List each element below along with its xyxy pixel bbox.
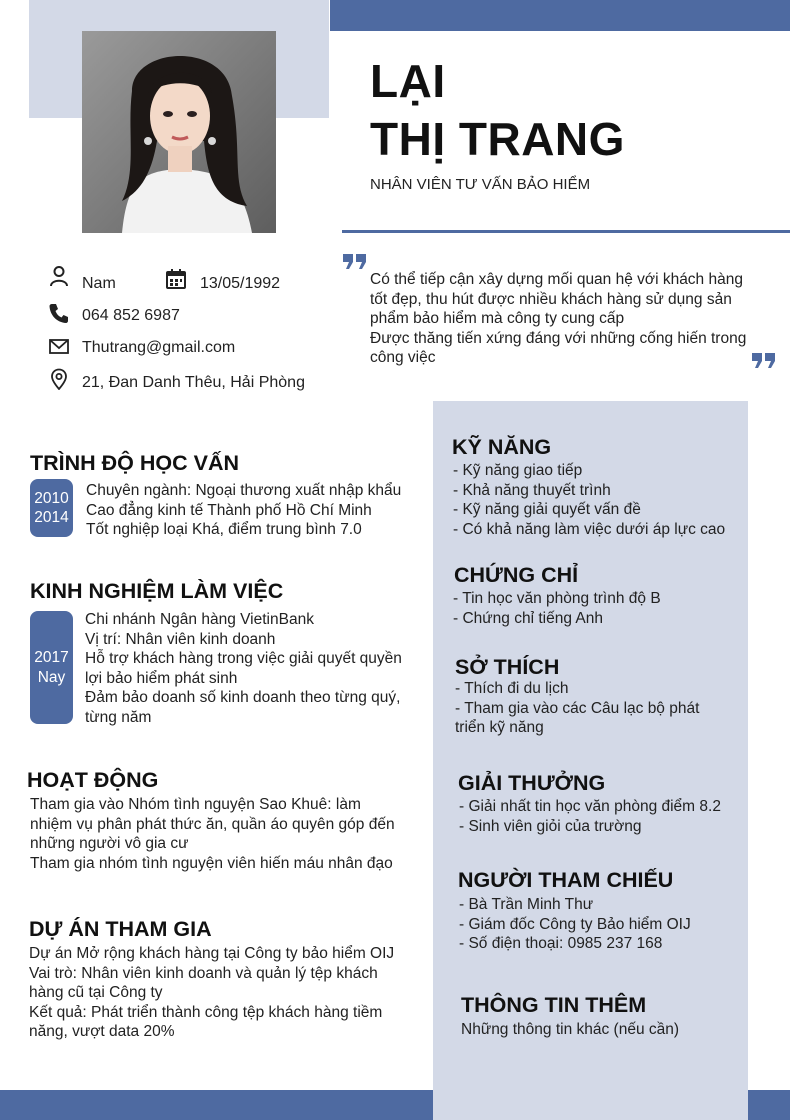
activities-details: [30, 795, 395, 873]
certificates-item: - Tin học văn phòng trình độ B: [453, 590, 661, 607]
awards-item: - Sinh viên giỏi của trường: [459, 817, 642, 835]
education-year-start: 2010: [34, 489, 69, 507]
experience-heading: KINH NGHIỆM LÀM VIỆC: [30, 579, 284, 603]
experience-line: lợi bảo hiểm phát sinh: [85, 669, 238, 687]
projects-line: Vai trò: Nhân viên kinh doanh và quản lý tệp khách: [29, 964, 378, 982]
certificates-list: [453, 589, 661, 628]
references-list: [459, 895, 691, 954]
quote-open-icon: [342, 252, 368, 272]
skills-item: - Kỹ năng giao tiếp: [453, 462, 583, 479]
certificates-heading: CHỨNG CHỈ: [454, 563, 579, 587]
extra-info-details: [461, 1020, 679, 1040]
top-accent-bar: [330, 0, 790, 31]
header-divider: [342, 230, 790, 233]
objective-line: Có thể tiếp cận xây dựng mối quan hệ với khách hàng: [370, 271, 743, 288]
projects-line: Dự án Mở rộng khách hàng tại Công ty bảo hiểm OIJ: [29, 945, 395, 962]
references-item: - Số điện thoại: 0985 237 168: [459, 935, 663, 952]
name-line-2: THỊ TRANG: [370, 113, 625, 165]
objective-line: tốt đẹp, thu hút được nhiều khách hàng sử dụng sản: [370, 290, 732, 308]
quote-close-icon: [751, 351, 777, 371]
references-item: - Bà Trần Minh Thư: [459, 896, 594, 913]
activities-line: nhiệm vụ phân phát thức ăn, quần áo quyên góp đến: [30, 815, 395, 833]
hobbies-item: triển kỹ năng: [455, 719, 544, 736]
experience-line: từng năm: [85, 708, 152, 726]
person-icon: [48, 265, 70, 287]
projects-line: Kết quả: Phát triển thành công tệp khách hàng tiềm: [29, 1003, 383, 1021]
activities-line: Tham gia vào Nhóm tình nguyện Sao Khuê: làm: [30, 796, 361, 813]
skills-list: [453, 461, 725, 539]
career-objective: [370, 270, 760, 368]
references-item: - Giám đốc Công ty Bảo hiểm OIJ: [459, 915, 691, 933]
experience-year-badge: [30, 611, 73, 724]
email-value: Thutrang@gmail.com: [82, 339, 236, 356]
job-title: NHÂN VIÊN TƯ VẤN BẢO HIỂM: [370, 176, 591, 193]
skills-item: - Kỹ năng giải quyết vấn đề: [453, 501, 641, 518]
education-line: Cao đẳng kinh tế Thành phố Hồ Chí Minh: [86, 501, 372, 519]
name-line-1: LẠI: [370, 55, 446, 107]
objective-line: công việc: [370, 349, 436, 366]
education-year-end: 2014: [34, 509, 69, 526]
activities-heading: HOẠT ĐỘNG: [27, 768, 159, 792]
phone-value: 064 852 6987: [82, 307, 180, 324]
awards-heading: GIẢI THƯỞNG: [458, 771, 606, 795]
education-line: Chuyên ngành: Ngoại thương xuất nhập khẩu: [86, 482, 402, 499]
extra-info-line: Những thông tin khác (nếu cần): [461, 1021, 680, 1038]
projects-line: hàng cũ tại Công ty: [29, 984, 163, 1001]
candidate-name: [370, 52, 625, 168]
education-heading: TRÌNH ĐỘ HỌC VẤN: [30, 451, 240, 475]
skills-item: - Có khả năng làm việc dưới áp lực cao: [453, 520, 726, 538]
projects-details: [29, 944, 394, 1042]
skills-heading: KỸ NĂNG: [452, 435, 552, 459]
education-line: Tốt nghiệp loại Khá, điểm trung bình 7.0: [86, 521, 362, 538]
gender-value: Nam: [82, 275, 116, 292]
hobbies-item: - Thích đi du lịch: [455, 680, 569, 697]
experience-details: [85, 610, 402, 727]
experience-line: Đảm bảo doanh số kinh doanh theo từng quý,: [85, 689, 401, 706]
activities-line: những người vô gia cư: [30, 835, 189, 852]
skills-item: - Khả năng thuyết trình: [453, 481, 611, 499]
experience-line: Vị trí: Nhân viên kinh doanh: [85, 630, 276, 648]
calendar-icon: [165, 268, 187, 290]
email-icon: [48, 336, 70, 358]
projects-heading: DỰ ÁN THAM GIA: [29, 917, 212, 941]
objective-line: phẩm bảo hiểm mà công ty cung cấp: [370, 310, 625, 327]
certificates-item: - Chứng chỉ tiếng Anh: [453, 609, 603, 627]
activities-line: Tham gia nhóm tình nguyện viên hiến máu nhân đạo: [30, 854, 393, 872]
references-heading: NGƯỜI THAM CHIẾU: [458, 868, 674, 892]
hobbies-heading: SỞ THÍCH: [455, 655, 560, 679]
education-year-badge: [30, 479, 73, 537]
objective-line: Được thăng tiến xứng đáng với những cống hiến trong: [370, 329, 747, 347]
awards-list: [459, 797, 721, 836]
extra-info-heading: THÔNG TIN THÊM: [461, 993, 647, 1017]
address-value: 21, Đan Danh Thêu, Hải Phòng: [82, 374, 305, 391]
birthday-value: 13/05/1992: [200, 275, 281, 292]
education-details: [86, 481, 401, 540]
projects-line: năng, vượt data 20%: [29, 1023, 175, 1040]
awards-item: - Giải nhất tin học văn phòng điểm 8.2: [459, 798, 721, 815]
experience-line: Chi nhánh Ngân hàng VietinBank: [85, 611, 314, 628]
hobbies-item: - Tham gia vào các Câu lạc bộ phát: [455, 699, 700, 717]
location-pin-icon: [48, 368, 70, 390]
experience-line: Hỗ trợ khách hàng trong việc giải quyết quyền: [85, 650, 402, 667]
experience-year-end: Nay: [37, 668, 66, 686]
profile-photo: [82, 31, 276, 233]
experience-year-start: 2017: [34, 649, 69, 666]
phone-icon: [48, 302, 70, 324]
hobbies-list: [455, 679, 699, 738]
